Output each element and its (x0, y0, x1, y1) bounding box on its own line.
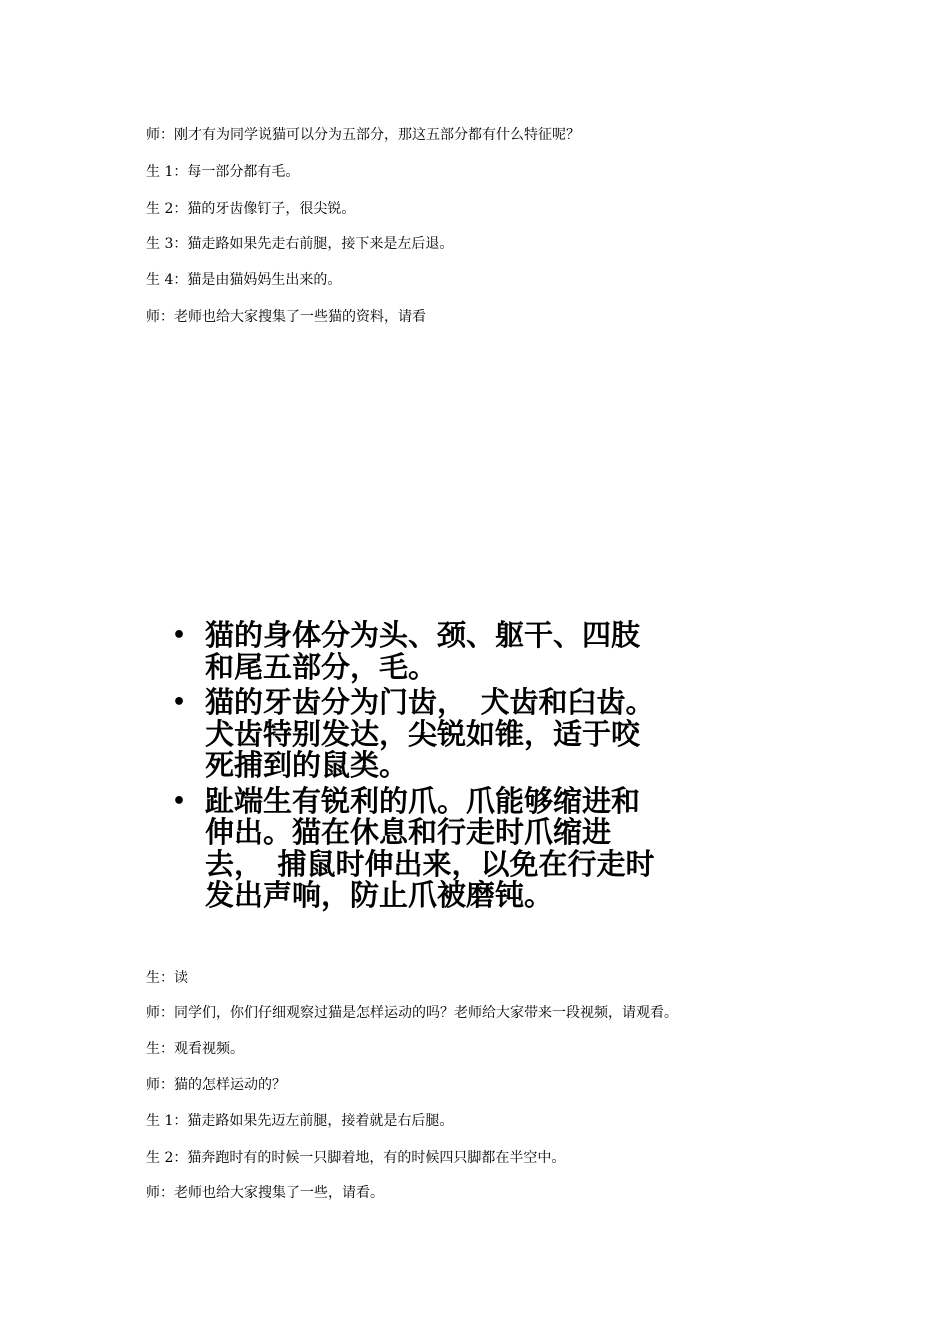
bullet-item (168, 687, 868, 782)
bullet-text: 趾端生有锐利的爪。爪能够缩进和 伸出。猫在休息和行走时爪缩进 去， 捕鼠时伸出来，以免在行走时 发出声响，防止爪被磨钝。 (205, 783, 655, 912)
dialogue-line: 师：老师也给大家搜集了一些，请看。 (146, 1185, 384, 1201)
dialogue-line: 生 2：猫的牙齿像钉子，很尖锐。 (146, 201, 356, 217)
dialogue-line: 生：读 (146, 970, 188, 986)
dialogue-line: 师：猫的怎样运动的？ (146, 1077, 286, 1093)
dialogue-line: 生 1：每一部分都有毛。 (146, 164, 300, 180)
bullet-item (168, 620, 868, 683)
bullet-dot-icon: • (172, 623, 187, 648)
bullet-item (168, 783, 868, 912)
bullet-text: 猫的身体分为头、颈、躯干、四肢 和尾五部分，毛。 (205, 618, 641, 684)
dialogue-line: 师：刚才有为同学说猫可以分为五部分，那这五部分都有什么特征呢？ (146, 127, 580, 143)
dialogue-line: 生 2：猫奔跑时有的时候一只脚着地，有的时候四只脚都在半空中。 (146, 1150, 566, 1166)
bullet-text: 猫的牙齿分为门齿， 犬齿和臼齿。 犬齿特别发达，尖锐如锥，适于咬 死捕到的鼠类。 (205, 685, 655, 782)
bullet-dot-icon: • (172, 690, 187, 715)
dialogue-line: 生：观看视频。 (146, 1041, 244, 1057)
dialogue-line: 师：同学们，你们仔细观察过猫是怎样运动的吗？老师给大家带来一段视频，请观看。 (146, 1005, 678, 1021)
dialogue-line: 生 1：猫走路如果先迈左前腿，接着就是右后腿。 (146, 1113, 454, 1129)
dialogue-line: 师：老师也给大家搜集了一些猫的资料，请看 (146, 309, 426, 325)
bullet-dot-icon: • (172, 788, 187, 814)
slide-bullet-list (168, 620, 868, 916)
dialogue-line: 生 3：猫走路如果先走右前腿，接下来是左后退。 (146, 236, 454, 252)
dialogue-line: 生 4：猫是由猫妈妈生出来的。 (146, 272, 342, 288)
